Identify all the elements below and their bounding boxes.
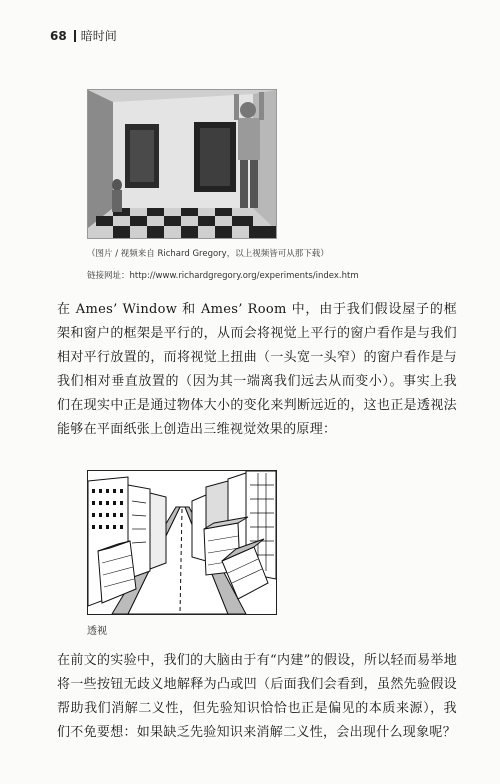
photo-caption: （图片 / 视频来自 Richard Gregory，以上视频皆可从那下载） xyxy=(87,249,329,259)
photo-link: 链接网址：http://www.richardgregory.org/experiments/index.htm xyxy=(87,271,359,281)
header-divider xyxy=(74,30,76,42)
ames-room-photo xyxy=(87,89,277,239)
page-number: 68 xyxy=(50,28,67,43)
perspective-drawing xyxy=(87,470,277,615)
book-title: 暗时间 xyxy=(80,29,117,43)
drawing-caption: 透视 xyxy=(87,626,107,637)
running-header xyxy=(50,27,117,44)
body-paragraph-1: 在 Ames’ Window 和 Ames’ Room 中，由于我们假设屋子的框架和窗户的框架是平行的，从而会将视觉上平行的窗户看作是与我们相对平行放置的，而将视觉上扭曲（一头宽一头窄）的窗户看作是与我们相对垂直放置的（因为其一端离我们远去从而变小）。事实上我们在现实中正是通过物体大小的变化来判断远近的，这也正是透视法能够在平面纸张上创造出三维视觉效果的原理： xyxy=(57,302,457,437)
body-paragraph-2: 在前文的实验中，我们的大脑由于有“内建”的假设，所以轻而易举地将一些按钮无歧义地解释为凸或凹（后面我们会看到，虽然先验假设帮助我们消解二义性，但先验知识恰恰也正是偏见的本质来源），我们不免要想：如果缺乏先验知识来消解二义性，会出现什么现象呢？ xyxy=(57,653,457,740)
